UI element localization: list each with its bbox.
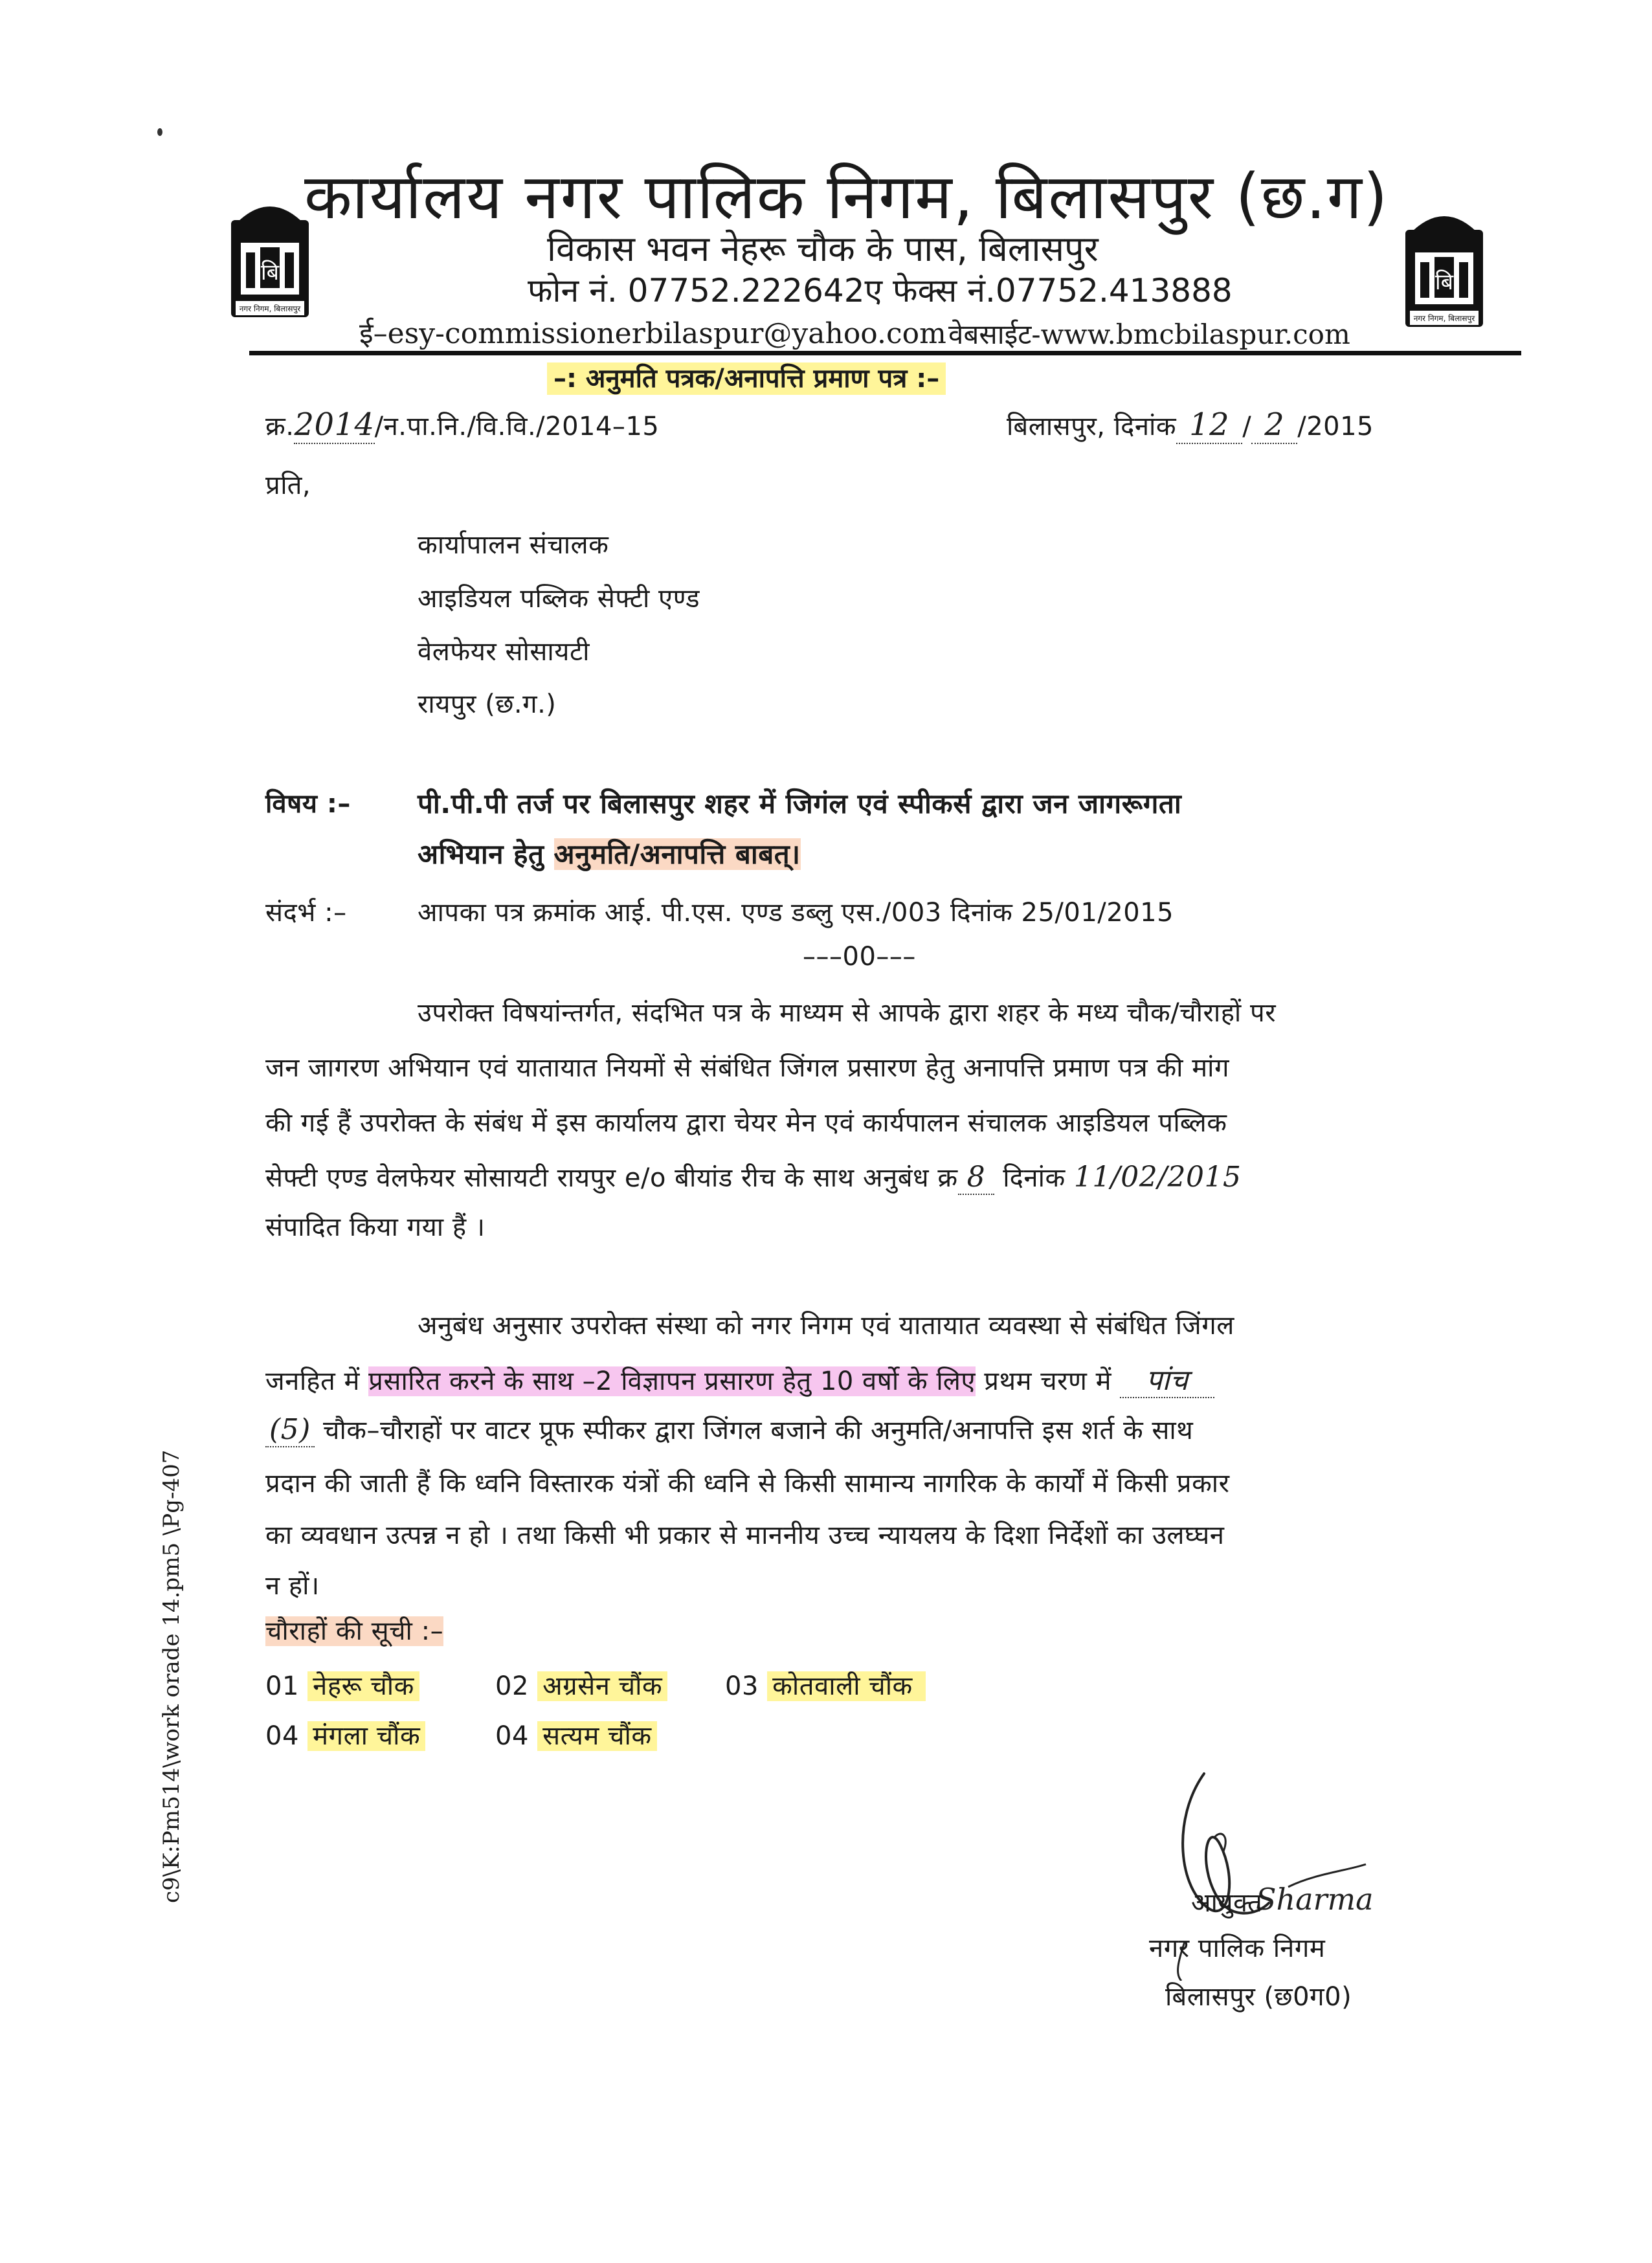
place-date: बिलासपुर, दिनांक 12 / 2 /2015 <box>1007 407 1374 443</box>
svg-text:Sharma: Sharma <box>1256 1882 1374 1917</box>
left-logo <box>228 194 312 324</box>
office-address: विकास भवन नेहरू चौक के पास, बिलासपुर <box>547 229 1099 269</box>
list-item-number: 01 <box>265 1671 299 1701</box>
list-item-number: 04 <box>495 1721 529 1751</box>
list-item-number: 03 <box>725 1671 759 1701</box>
recipient-line-4: रायपुर (छ.ग.) <box>418 689 557 719</box>
place-date-prefix: बिलासपुर, दिनांक <box>1007 412 1177 441</box>
list-item-name: अग्रसेन चौंक <box>537 1671 667 1701</box>
reference-line <box>265 407 659 443</box>
recipient-line-1: कार्यापालन संचालक <box>418 530 609 560</box>
list-title-text: चौराहों की सूची :– <box>265 1616 444 1646</box>
list-item-number: 04 <box>265 1721 299 1751</box>
signature-place: बिलासपुर (छ0ग0) <box>1165 1982 1352 2012</box>
para2-line-5: का व्यवधान उत्पन्न न हो । तथा किसी भी प्रकार से माननीय उच्च न्यायलय के दिशा निर्देशों का उलघ्घन <box>265 1521 1225 1550</box>
para2-line-2-part-3: प्रथम चरण में <box>976 1366 1121 1396</box>
svg-text:बि: बि <box>260 260 280 285</box>
para2-line-3-text: चौक–चौराहों पर वाटर प्रूफ स्पीकर द्वारा जिंगल बजाने की अनुमति/अनापत्ति इस शर्त के साथ <box>314 1416 1194 1445</box>
subject-label: विषय :– <box>265 789 351 819</box>
date-month: 2 <box>1251 407 1297 444</box>
para2-line-2 <box>265 1359 1214 1398</box>
document-type-text: –: अनुमति पत्रक/अनापत्ति प्रमाण पत्र :– <box>547 362 946 395</box>
office-phone-fax: फोन नं. 07752.222642ए फेक्स नं.07752.413888 <box>528 272 1233 309</box>
office-title: कार्यालय नगर पालिक निगम, बिलासपुर (छ.ग) <box>304 161 1389 233</box>
count-in-digits: (5) <box>265 1413 315 1447</box>
list-item <box>265 1667 419 1702</box>
svg-text:नगर निगम, बिलासपुर: नगर निगम, बिलासपुर <box>239 304 301 313</box>
signature-org: नगर पालिक निगम <box>1149 1934 1326 1963</box>
subject-line-1: पी.पी.पी तर्ज पर बिलासपुर शहर में जिगंल एवं स्पीकर्स द्वारा जन जागरूगता <box>418 788 1182 819</box>
recipient-line-3: वेलफेयर सोसायटी <box>418 637 590 667</box>
subject-line-2-part-2: अनुमति/अनापत्ति बाबत्। <box>553 838 801 870</box>
office-email: ई–esy-commissionerbilaspur@yahoo.com <box>359 317 946 350</box>
para2-line-3 <box>265 1411 1193 1447</box>
list-item-name: सत्यम चौंक <box>537 1721 656 1751</box>
subject-line-2 <box>418 835 801 872</box>
para1-line-1: उपरोक्त विषयांन्तर्गत, संदभित पत्र के माध्यम से आपके द्वारा शहर के मध्य चौक/चौराहों पर <box>418 998 1277 1028</box>
para2-line-4: प्रदान की जाती हैं कि ध्वनि विस्तारक यंत्रों की ध्वनि से किसी सामान्य नागरिक के कार्यों में किसी प्रकार <box>265 1469 1230 1499</box>
right-logo <box>1402 204 1486 333</box>
sandarbh-label: संदर्भ :– <box>265 898 347 928</box>
date-year: /2015 <box>1297 412 1374 441</box>
para2-line-1: अनुबंध अनुसार उपरोक्त संस्था को नगर निगम एवं यातायात व्यवस्था से संबंधित जिंगल <box>418 1311 1234 1341</box>
para1-line-5: संपादित किया गया हैं । <box>265 1212 486 1242</box>
header-divider <box>249 351 1521 355</box>
svg-text:नगर निगम, बिलासपुर: नगर निगम, बिलासपुर <box>1413 314 1475 323</box>
list-item-number: 02 <box>495 1671 529 1701</box>
recipient-line-2: आइडियल पब्लिक सेफ्टी एण्ड <box>418 584 700 614</box>
para2-line-2-part-2: प्रसारित करने के साथ –2 विज्ञापन प्रसारण हेतु 10 वर्षो के लिए <box>368 1366 976 1396</box>
list-title <box>265 1612 443 1647</box>
para1-line-4 <box>265 1159 1242 1194</box>
list-item-name: नेहरू चौक <box>307 1671 419 1701</box>
svg-text:बि: बि <box>1434 269 1454 295</box>
para1-line-3: की गई हैं उपरोक्त के संबंध में इस कार्यालय द्वारा चेयर मेन एवं कार्यपालन संचालक आइडियल पब्लिक <box>265 1108 1227 1138</box>
para1-line-4-part-2: दिनांक <box>994 1163 1074 1193</box>
margin-note: c9\K:Pm514\work orade 14.pm5 \Pg-407 <box>159 1449 184 1903</box>
list-item <box>495 1667 667 1702</box>
agreement-number: 8 <box>958 1161 995 1195</box>
signature-designation: आयुक्त <box>1191 1888 1263 1918</box>
list-item-name: मंगला चौंक <box>307 1721 425 1751</box>
list-item <box>725 1667 926 1702</box>
count-in-words: पांच <box>1120 1364 1214 1398</box>
agreement-date: 11/02/2015 <box>1073 1161 1242 1194</box>
para2-line-6: न हों। <box>265 1571 320 1601</box>
list-item-name: कोतवाली चौंक <box>767 1671 926 1701</box>
subject-line-2-part-1: अभियान हेतु <box>418 838 554 870</box>
divider: –––00––– <box>803 942 916 972</box>
stray-mark <box>157 128 162 136</box>
date-day: 12 <box>1176 407 1242 444</box>
para2-line-2-part-1: जनहित में <box>265 1366 369 1396</box>
reference-prefix: क्र. <box>265 412 295 441</box>
para1-line-2: जन जागरण अभियान एवं यातायात नियमों से संबंधित जिंगल प्रसारण हेतु अनापत्ति प्रमाण पत्र की मांग <box>265 1053 1230 1083</box>
office-website: वेबसाईट-www.bmcbilaspur.com <box>948 318 1350 350</box>
reference-number: 2014 <box>294 407 375 443</box>
prati: प्रति, <box>265 471 311 500</box>
document-type <box>547 359 946 395</box>
list-item <box>265 1717 425 1752</box>
reference-suffix: /न.पा.नि./वि.वि./2014–15 <box>374 412 660 441</box>
para1-line-4-part-1: सेफ्टी एण्ड वेलफेयर सोसायटी रायपुर e/o बीयांड रीच के साथ अनुबंध क्र <box>265 1163 958 1193</box>
list-item <box>495 1717 657 1752</box>
sandarbh-text: आपका पत्र क्रमांक आई. पी.एस. एण्ड डब्लु एस./003 दिनांक 25/01/2015 <box>418 898 1174 928</box>
